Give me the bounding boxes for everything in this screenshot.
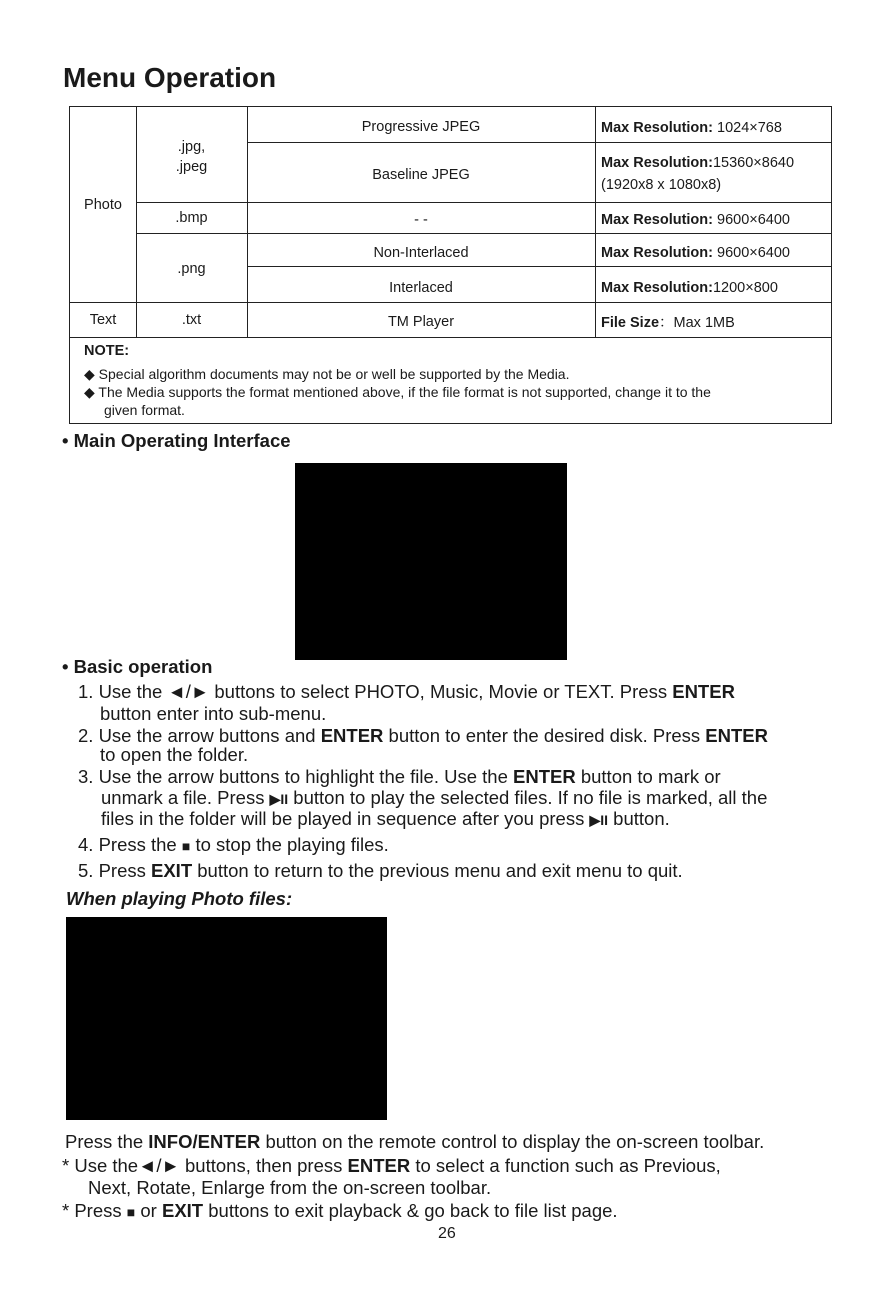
type-non-interlaced: Non-Interlaced — [373, 245, 469, 261]
resolution-bmp: Max Resolution: 9600×6400 — [601, 212, 790, 228]
step-3: 3. Use the arrow buttons to highlight the file. Use the ENTER button to mark or — [78, 766, 721, 787]
toolbar-line-2: * Use the◄/► buttons, then press ENTER to select a function such as Previous, — [62, 1155, 721, 1176]
resolution-interlaced: Max Resolution:1200×800 — [601, 280, 778, 296]
section-heading-main-interface: • Main Operating Interface — [62, 430, 291, 451]
toolbar-line-3: * Press ■ or EXIT buttons to exit playback & go back to file list page. — [62, 1200, 618, 1221]
table-divider — [136, 233, 832, 234]
step-5: 5. Press EXIT button to return to the previous menu and exit menu to quit. — [78, 860, 683, 881]
play-pause-icon: ▶II — [589, 812, 609, 828]
page-title: Menu Operation — [63, 62, 277, 93]
type-bmp: - - — [414, 212, 428, 228]
resolution-baseline-jpeg: Max Resolution:15360×8640 — [601, 155, 795, 171]
format-table — [69, 106, 832, 424]
photo-heading: When playing Photo files: — [66, 888, 293, 909]
type-interlaced: Interlaced — [389, 280, 453, 296]
step-4: 4. Press the ■ to stop the playing files. — [78, 834, 389, 855]
ext-jpg: .jpg, — [177, 139, 206, 155]
star-icon: * — [62, 1155, 70, 1176]
step-2-cont: to open the folder. — [100, 744, 249, 765]
table-divider — [247, 142, 832, 143]
toolbar-line-2-cont: Next, Rotate, Enlarge from the on-screen toolbar. — [88, 1177, 492, 1198]
table-divider — [136, 202, 832, 203]
resolution-baseline-jpeg-extra: (1920x8 x 1080x8) — [601, 177, 722, 193]
page-number: 26 — [438, 1225, 456, 1242]
file-size: File Size：Max 1MB — [601, 315, 735, 331]
stop-icon: ■ — [181, 838, 191, 854]
table-divider — [70, 302, 832, 303]
step-2: 2. Use the arrow buttons and ENTER button to enter the desired disk. Press ENTER — [78, 725, 768, 746]
ext-txt: .txt — [181, 312, 202, 328]
resolution-progressive-jpeg: Max Resolution: 1024×768 — [601, 120, 782, 136]
resolution-non-interlaced: Max Resolution: 9600×6400 — [601, 245, 790, 261]
star-icon: * — [62, 1200, 70, 1221]
photo-playback-image — [66, 917, 387, 1120]
note-line: given format. — [104, 402, 185, 418]
step-3-cont2: files in the folder will be played in sequence after you press ▶II button. — [101, 808, 670, 829]
type-tm-player: TM Player — [387, 314, 455, 330]
ext-png: .png — [177, 261, 206, 277]
stop-icon: ■ — [126, 1204, 136, 1220]
step-1: 1. Use the ◄/► buttons to select PHOTO, Music, Movie or TEXT. Press ENTER — [78, 681, 735, 702]
category-text: Text — [89, 312, 117, 328]
interface-screenshot-image — [295, 463, 567, 660]
type-baseline-jpeg: Baseline JPEG — [372, 167, 470, 183]
table-divider — [247, 266, 832, 267]
type-progressive-jpeg: Progressive JPEG — [361, 119, 481, 135]
step-3-cont: unmark a file. Press ▶II button to play the selected files. If no file is marked, all the — [101, 787, 768, 808]
ext-jpeg: .jpeg — [175, 159, 208, 175]
note-title: NOTE: — [84, 343, 130, 359]
category-photo: Photo — [84, 197, 122, 213]
toolbar-line-1: Press the INFO/ENTER button on the remote control to display the on-screen toolbar. — [65, 1131, 765, 1152]
step-1-cont: button enter into sub-menu. — [100, 703, 327, 724]
table-divider — [70, 337, 832, 338]
ext-bmp: .bmp — [175, 210, 208, 226]
note-line: ◆ The Media supports the format mentioned above, if the file format is not supported, change it to the — [84, 384, 711, 400]
note-line: ◆ Special algorithm documents may not be or well be supported by the Media. — [84, 366, 570, 382]
section-heading-basic-operation: • Basic operation — [62, 656, 213, 677]
play-pause-icon: ▶II — [269, 791, 289, 807]
